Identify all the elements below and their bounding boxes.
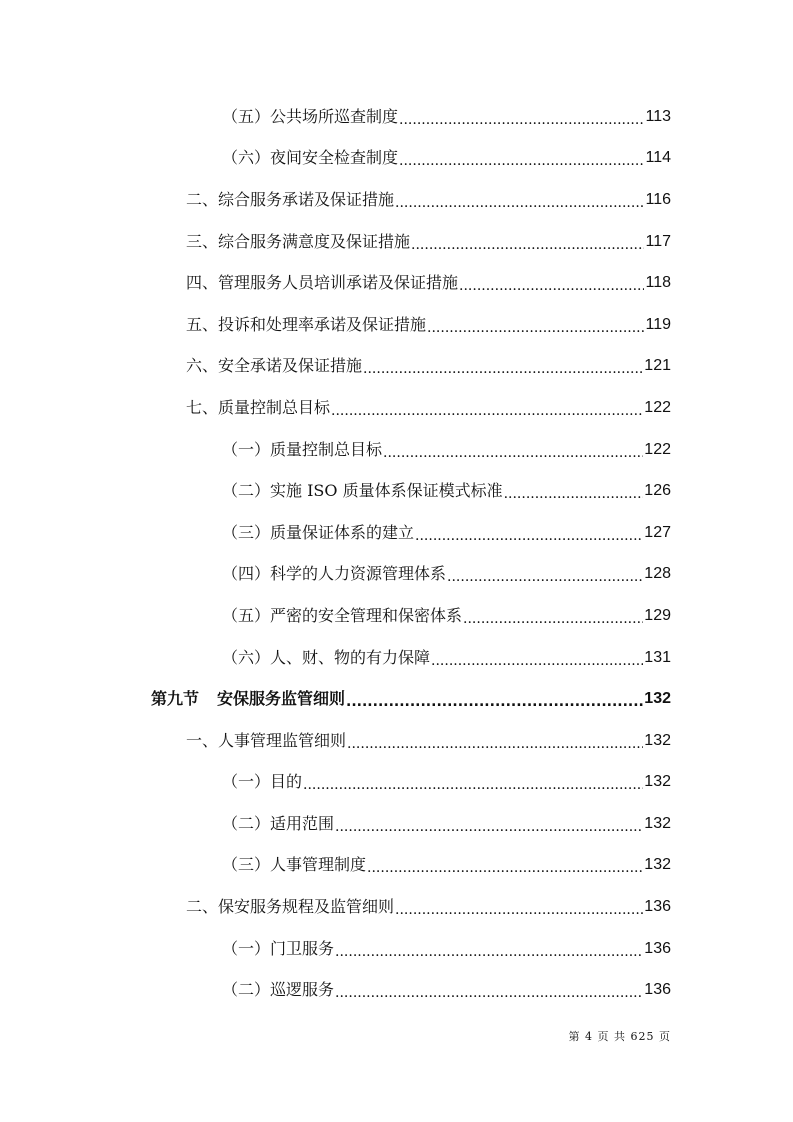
toc-entry-page: 136	[644, 939, 671, 957]
toc-entry-title: （六）人、财、物的有力保障	[222, 647, 431, 667]
toc-dot-leader	[335, 817, 643, 837]
toc-entry-title: （一）质量控制总目标	[222, 439, 383, 459]
toc-section-label	[151, 689, 345, 709]
toc-entry[interactable]	[0, 138, 793, 180]
toc-entry-page: 132	[644, 814, 671, 832]
toc-entry[interactable]	[0, 886, 793, 928]
toc-entry[interactable]	[0, 221, 793, 263]
toc-dot-leader	[383, 443, 643, 463]
toc-entry-page: 132	[644, 690, 671, 708]
toc-entry-page: 128	[644, 565, 671, 583]
toc-entry-title: （五）公共场所巡查制度	[222, 106, 399, 126]
toc-dot-leader	[463, 609, 643, 629]
toc-entry-page: 132	[644, 731, 671, 749]
toc-entry-title: （五）严密的安全管理和保密体系	[222, 605, 463, 625]
toc-dot-leader	[399, 110, 644, 130]
toc-entry-title: 六、安全承诺及保证措施	[186, 356, 363, 376]
toc-entry[interactable]	[0, 387, 793, 429]
toc-entry-page: 132	[644, 856, 671, 874]
toc-entry[interactable]	[0, 969, 793, 1011]
toc-entry[interactable]	[0, 554, 793, 596]
toc-entry-page: 122	[644, 398, 671, 416]
table-of-contents	[0, 96, 793, 1011]
toc-entry-page: 118	[645, 274, 671, 292]
toc-dot-leader	[447, 567, 643, 587]
toc-entry-title: （二）巡逻服务	[222, 980, 335, 1000]
toc-entry-title: （六）夜间安全检查制度	[222, 148, 399, 168]
toc-entry-page: 119	[645, 315, 671, 333]
page-number-footer: 第 4 页 共 625 页	[568, 1030, 671, 1043]
toc-entry-page: 116	[645, 190, 671, 208]
toc-entry[interactable]	[0, 304, 793, 346]
toc-dot-leader	[367, 858, 643, 878]
toc-entry[interactable]	[0, 928, 793, 970]
toc-entry-title: 七、质量控制总目标	[186, 397, 331, 417]
toc-dot-leader	[347, 734, 643, 754]
toc-dot-leader	[303, 775, 643, 795]
toc-entry-title: （四）科学的人力资源管理体系	[222, 564, 447, 584]
toc-entry[interactable]	[0, 803, 793, 845]
toc-section-number: 第九节	[151, 689, 200, 709]
toc-entry-title: 二、综合服务承诺及保证措施	[186, 189, 395, 209]
toc-entry[interactable]	[0, 470, 793, 512]
toc-dot-leader	[331, 401, 643, 421]
toc-dot-leader	[346, 692, 643, 712]
toc-entry[interactable]	[0, 845, 793, 887]
toc-section-entry[interactable]	[0, 678, 793, 720]
toc-entry[interactable]	[0, 96, 793, 138]
toc-entry[interactable]	[0, 637, 793, 679]
toc-dot-leader	[415, 526, 643, 546]
toc-dot-leader	[431, 651, 643, 671]
toc-entry-title: （三）质量保证体系的建立	[222, 522, 415, 542]
toc-entry-title: （三）人事管理制度	[222, 855, 367, 875]
toc-dot-leader	[504, 484, 644, 504]
toc-entry-title: 一、人事管理监管细则	[186, 730, 347, 750]
toc-dot-leader	[335, 983, 643, 1003]
toc-entry-page: 136	[644, 981, 671, 999]
toc-entry-page: 131	[644, 648, 671, 666]
toc-entry-page: 114	[645, 149, 671, 167]
page-footer	[0, 1028, 793, 1044]
toc-entry[interactable]	[0, 429, 793, 471]
toc-dot-leader	[335, 942, 643, 962]
toc-entry[interactable]	[0, 179, 793, 221]
toc-entry-title: 四、管理服务人员培训承诺及保证措施	[186, 273, 459, 293]
toc-entry-title: 五、投诉和处理率承诺及保证措施	[186, 314, 427, 334]
toc-dot-leader	[395, 193, 644, 213]
toc-entry-page: 117	[645, 232, 671, 250]
toc-entry-title: （二）实施 ISO 质量体系保证模式标准	[222, 481, 503, 501]
toc-entry-page: 121	[644, 357, 671, 375]
toc-entry-title: （二）适用范围	[222, 813, 335, 833]
toc-dot-leader	[399, 151, 644, 171]
toc-dot-leader	[395, 900, 643, 920]
toc-entry[interactable]	[0, 262, 793, 304]
toc-entry[interactable]	[0, 595, 793, 637]
toc-entry-page: 113	[645, 107, 671, 125]
toc-entry-page: 136	[644, 898, 671, 916]
toc-entry-page: 122	[644, 440, 671, 458]
toc-entry-title: 二、保安服务规程及监管细则	[186, 897, 395, 917]
toc-entry-page: 132	[644, 773, 671, 791]
toc-entry-page: 129	[644, 606, 671, 624]
toc-dot-leader	[411, 235, 644, 255]
toc-dot-leader	[459, 276, 644, 296]
toc-dot-leader	[363, 359, 643, 379]
toc-entry-page: 127	[644, 523, 671, 541]
toc-section-title: 安保服务监管细则	[217, 689, 346, 709]
toc-dot-leader	[427, 318, 644, 338]
toc-entry-title: 三、综合服务满意度及保证措施	[186, 231, 411, 251]
toc-entry[interactable]	[0, 762, 793, 804]
toc-entry-title: （一）门卫服务	[222, 938, 335, 958]
toc-entry-title: （一）目的	[222, 772, 303, 792]
toc-entry-page: 126	[644, 482, 671, 500]
toc-entry[interactable]	[0, 346, 793, 388]
toc-entry[interactable]	[0, 512, 793, 554]
toc-entry[interactable]	[0, 720, 793, 762]
